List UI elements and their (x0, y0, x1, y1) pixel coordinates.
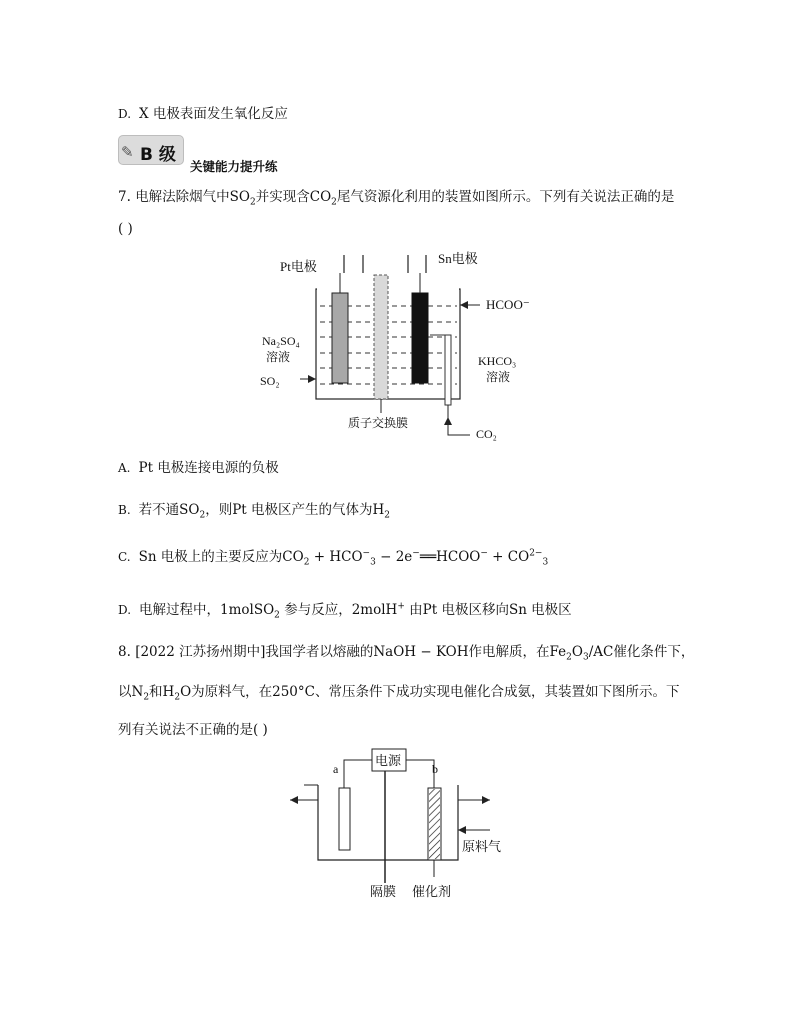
q8-stem-line3: 列有关说法不正确的是( ) (118, 722, 268, 738)
q7-bracket: ( ) (118, 221, 133, 237)
option-text: Pt 电极连接电源的负极 (138, 460, 279, 476)
option-letter: C. (118, 550, 131, 564)
so2-label: SO₂ (260, 374, 280, 388)
power-label: 电源 (375, 753, 402, 768)
sn-electrode (412, 293, 428, 383)
ammonia-cell-diagram (280, 745, 520, 905)
hcoo-label: HCOO⁻ (486, 297, 530, 312)
sn-label: Sn电极 (438, 251, 478, 266)
na2so4-label: Na₂SO₄ (262, 334, 300, 348)
co2-label: CO₂ (476, 427, 497, 441)
pt-label: Pt电极 (280, 259, 317, 274)
option-letter: D. (118, 603, 132, 617)
option-letter: B. (118, 503, 131, 517)
pen-icon: ✎ (121, 143, 134, 161)
level-badge-text: B 级 (140, 145, 176, 165)
khco3-label: KHCO₃ (478, 354, 517, 368)
prev-option-d (118, 102, 288, 122)
pt-electrode (332, 293, 348, 383)
membrane-label: 质子交换膜 (348, 416, 409, 430)
q7-option-d: D. 电解过程中，1molSO$_2$ 参与反应，2molH+ 由Pt 电极区移向Sn 电极区 (118, 601, 572, 621)
na2so4-solution-label: 溶液 (266, 350, 291, 364)
feed-gas-label: 原料气 (462, 839, 502, 854)
q7-stem: 7. 电解法除烟气中$SO_2$并实现含$CO_2$尾气资源化利用的装置如图所示。下列有关说法正确的是 (118, 189, 675, 208)
co2-inlet-tube (445, 335, 451, 405)
electrolysis-diagram (250, 245, 550, 445)
khco3-solution-label: 溶液 (486, 370, 511, 384)
diaphragm-label: 隔膜 (370, 884, 397, 899)
q8-stem-line2: 以$N_2$和$H_2O$为原料气，在250°C、常压条件下成功实现电催化合成氨，其装置如下图所示。下 (118, 684, 680, 703)
electrode-a (339, 788, 350, 850)
q8-stem-line1: 8. [2022 江苏扬州期中]我国学者以熔融的NaOH − KOH作电解质，在$Fe_2O_3/AC$催化条件下， (118, 644, 695, 663)
q7-option-b: B. 若不通$SO_2$，则Pt 电极区产生的气体为$H_2$ (118, 502, 391, 521)
q7-option-c: C. Sn 电极上的主要反应为$CO_2 + HCO^-_3$ − 2e−══HCOO− + $CO^{2-}_3$ (118, 548, 549, 568)
option-text: X 电极表面发生氧化反应 (139, 106, 288, 122)
electrode-b-label: b (432, 762, 438, 776)
option-letter: D. (118, 107, 132, 121)
level-subtitle: 关键能力提升练 (190, 159, 278, 174)
option-letter: A. (118, 461, 131, 475)
proton-membrane (374, 275, 388, 399)
catalyst-label: 催化剂 (412, 884, 452, 899)
q7-option-a (118, 456, 279, 476)
electrode-a-label: a (333, 762, 339, 776)
catalyst-hatch (429, 789, 440, 859)
